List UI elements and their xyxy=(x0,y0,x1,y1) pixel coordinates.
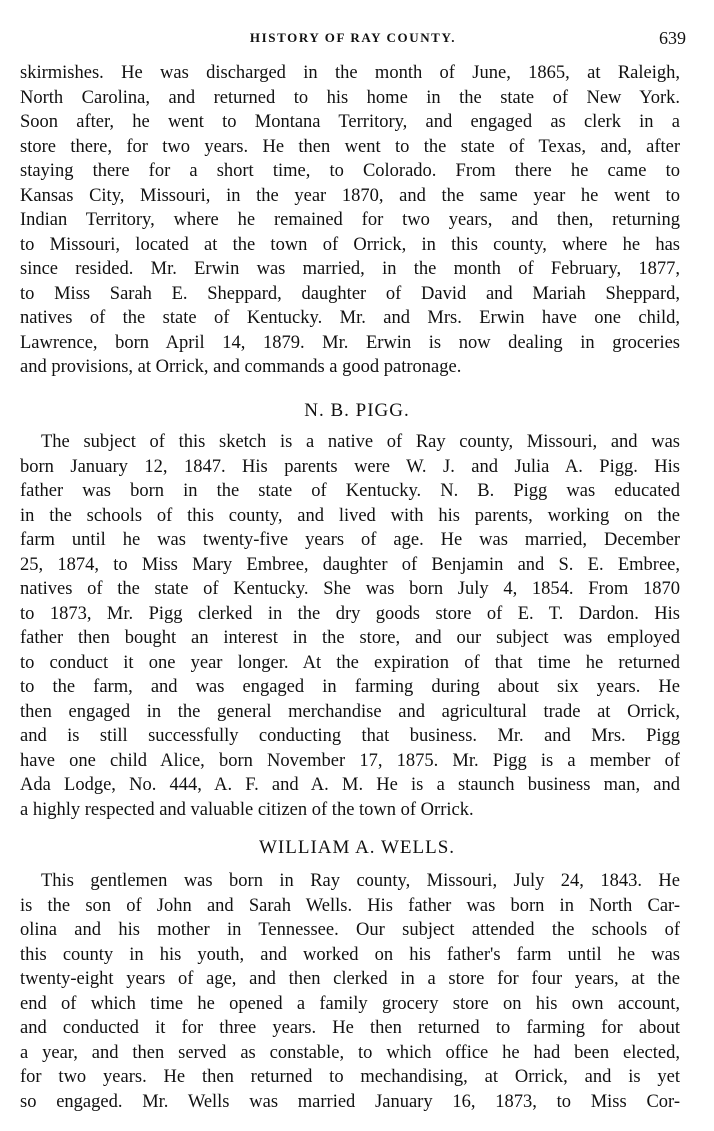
pigg-biography-text xyxy=(20,430,680,822)
text-line: This gentlemen was born in Ray county, Missouri, July 24, 1843. He xyxy=(41,871,680,891)
text-line: 25, 1874, to Miss Mary Embree, daughter of Benjamin and S. E. Embree, xyxy=(20,554,680,575)
page-number: 639 xyxy=(659,28,686,48)
text-line: father then bought an interest in the store, and our subject was employed xyxy=(20,628,680,648)
text-line: then engaged in the general merchandise and agricultural trade at Orrick, xyxy=(20,701,680,722)
text-line: to conduct it one year longer. At the expiration of that time he returned xyxy=(20,652,680,673)
text-line: a highly respected and valuable citizen of the town of Orrick. xyxy=(20,799,474,820)
text-line: have one child Alice, born November 17, 1875. Mr. Pigg is a member of xyxy=(20,750,680,771)
erwin-biography-text xyxy=(20,61,680,380)
text-line: so engaged. Mr. Wells was married January 16, 1873, to Miss Cor- xyxy=(20,1091,680,1112)
text-line: staying there for a short time, to Colorado. From there he came to xyxy=(20,161,680,181)
section-heading-wells: WILLIAM A. WELLS. xyxy=(258,837,456,858)
text-line: The subject of this sketch is a native of Ray county, Missouri, and was xyxy=(41,432,680,452)
text-line: Lawrence, born April 14, 1879. Mr. Erwin is now dealing in groceries xyxy=(20,332,680,353)
wells-biography-text xyxy=(20,869,680,1114)
text-line: skirmishes. He was discharged in the month of June, 1865, at Raleigh, xyxy=(20,63,680,83)
text-line: this county in his youth, and worked on his father's farm until he was xyxy=(20,944,680,965)
text-line: to Missouri, located at the town of Orrick, in this county, where he has xyxy=(20,234,680,255)
text-line: and provisions, at Orrick, and commands a good patronage. xyxy=(20,357,462,377)
text-line: in the schools of this county, and lived with his parents, working on the xyxy=(20,505,680,526)
text-line: father was born in the state of Kentucky. N. B. Pigg was educated xyxy=(20,481,680,501)
text-line: and conducted it for three years. He then returned to farming for about xyxy=(20,1018,680,1038)
running-head xyxy=(20,26,686,50)
running-title: HISTORY OF RAY COUNTY. xyxy=(249,30,457,45)
text-line: to the farm, and was engaged in farming during about six years. He xyxy=(20,677,680,697)
text-line: and is still successfully conducting that business. Mr. and Mrs. Pigg xyxy=(20,726,680,746)
text-line: twenty-eight years of age, and then clerked in a store for four years, at the xyxy=(20,969,680,989)
text-line: North Carolina, and returned to his home in the state of New York. xyxy=(20,87,680,108)
text-line: farm until he was twenty-five years of age. He was married, December xyxy=(20,530,680,550)
text-line: Kansas City, Missouri, in the year 1870, and the same year he went to xyxy=(20,185,680,206)
text-line: natives of the state of Kentucky. Mr. and Mrs. Erwin have one child, xyxy=(20,308,680,328)
text-line: natives of the state of Kentucky. She was born July 4, 1854. From 1870 xyxy=(20,579,680,599)
text-line: for two years. He then returned to mechandising, at Orrick, and is yet xyxy=(20,1067,680,1087)
text-line: to Miss Sarah E. Sheppard, daughter of David and Mariah Sheppard, xyxy=(20,283,680,304)
text-line: born January 12, 1847. His parents were W. J. and Julia A. Pigg. His xyxy=(20,456,680,477)
text-line: end of which time he opened a family grocery store on his own account, xyxy=(20,993,680,1014)
text-line: Indian Territory, where he remained for two years, and then, returning xyxy=(20,210,680,230)
text-line: store there, for two years. He then went to the state of Texas, and, after xyxy=(20,136,680,157)
text-line: a year, and then served as constable, to which office he had been elected, xyxy=(20,1042,680,1063)
text-line: since resided. Mr. Erwin was married, in the month of February, 1877, xyxy=(20,259,680,279)
text-line: Ada Lodge, No. 444, A. F. and A. M. He is a staunch business man, and xyxy=(20,775,680,795)
text-line: olina and his mother in Tennessee. Our subject attended the schools of xyxy=(20,920,680,940)
text-line: to 1873, Mr. Pigg clerked in the dry goods store of E. T. Dardon. His xyxy=(20,603,680,624)
text-line: is the son of John and Sarah Wells. His father was born in North Car- xyxy=(20,895,680,916)
text-line: Soon after, he went to Montana Territory, and engaged as clerk in a xyxy=(20,112,680,132)
section-heading-pigg: N. B. PIGG. xyxy=(304,400,410,421)
